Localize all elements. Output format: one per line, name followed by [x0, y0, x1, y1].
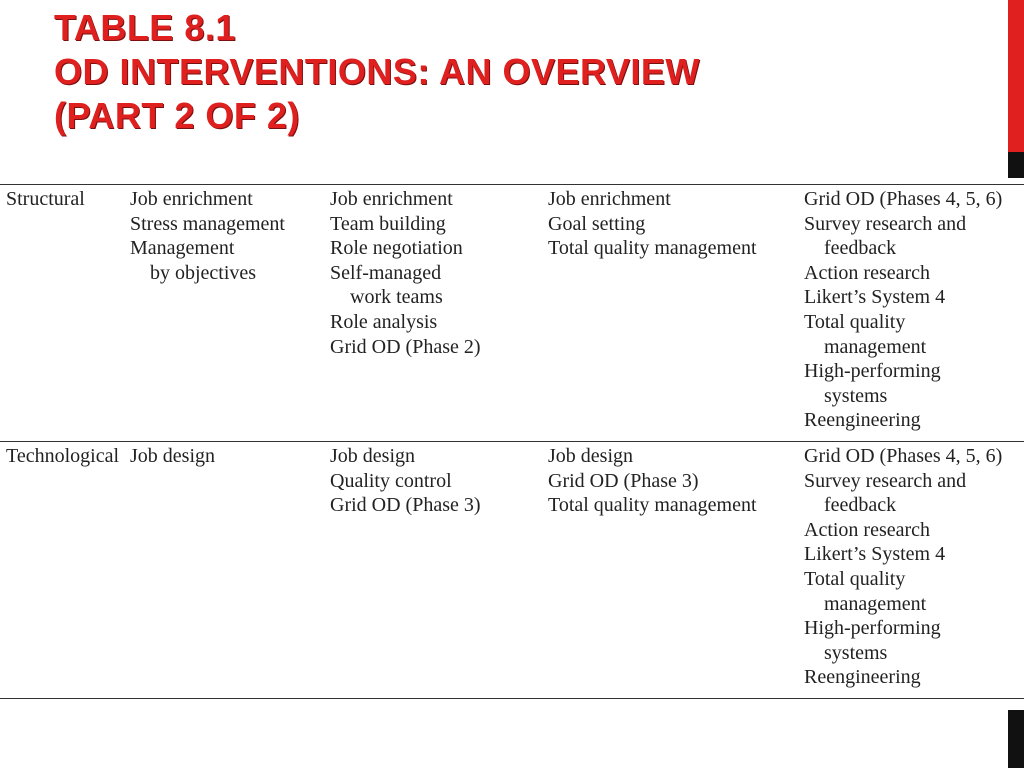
item-text-continued: feedback	[824, 494, 897, 517]
item-text-continued: management	[824, 592, 927, 615]
item-text: Grid OD (Phase 2)	[330, 335, 481, 358]
item-text: Job enrichment	[548, 188, 671, 210]
title-line-1: TABLE 8.1	[54, 7, 236, 48]
accent-bar-red	[1008, 0, 1024, 152]
item-text: Total quality	[804, 567, 906, 590]
item-text: Total quality management	[548, 494, 757, 517]
item-text: Survey research and	[804, 469, 967, 492]
list-item	[330, 335, 548, 360]
item-text: Action research	[804, 518, 931, 541]
list-item	[804, 285, 1024, 310]
item-text: Goal setting	[548, 212, 646, 235]
title-line-3: (PART 2 OF 2)	[54, 95, 300, 136]
row-label: Structural	[6, 188, 85, 210]
item-text: Survey research and	[804, 212, 967, 235]
list-item	[804, 469, 1024, 518]
list-item	[548, 444, 804, 469]
list-item	[330, 212, 548, 237]
item-text: Job enrichment	[130, 188, 253, 210]
table-cell	[548, 185, 804, 442]
list-item	[330, 236, 548, 261]
item-text: Grid OD (Phase 3)	[548, 469, 699, 492]
item-text: Role negotiation	[330, 237, 463, 260]
list-item	[804, 212, 1024, 261]
item-text: Job design	[330, 444, 415, 467]
list-item	[804, 187, 1024, 212]
item-text-continued: systems	[824, 641, 888, 664]
item-text: Self-managed	[330, 261, 442, 284]
table-cell	[804, 185, 1024, 442]
item-text-continued: feedback	[824, 237, 897, 260]
item-text: Grid OD (Phase 3)	[330, 494, 481, 517]
list-item	[548, 493, 804, 518]
item-text: Job design	[548, 444, 633, 467]
od-interventions-table	[0, 184, 1024, 699]
list-item	[804, 518, 1024, 543]
list-item	[804, 310, 1024, 359]
list-item	[804, 359, 1024, 408]
list-item	[130, 444, 330, 469]
title-line-2: OD INTERVENTIONS: AN OVERVIEW	[54, 51, 700, 92]
list-item	[804, 616, 1024, 665]
item-text-continued: management	[824, 335, 927, 358]
item-text: Job design	[130, 444, 215, 467]
list-item	[330, 261, 548, 310]
item-text: Grid OD (Phases 4, 5, 6)	[804, 188, 1003, 210]
item-text-continued: systems	[824, 384, 888, 407]
item-text: Reengineering	[804, 409, 921, 432]
list-item	[548, 212, 804, 237]
list-item	[548, 236, 804, 261]
list-item	[130, 236, 330, 285]
table-cell	[548, 441, 804, 698]
table-row	[0, 185, 1024, 442]
item-text: Quality control	[330, 469, 452, 492]
item-text-continued: by objectives	[150, 261, 257, 284]
table-row	[0, 441, 1024, 698]
list-item	[804, 542, 1024, 567]
item-text-continued: work teams	[350, 286, 443, 309]
list-item	[330, 444, 548, 469]
list-item	[548, 469, 804, 494]
row-label: Technological	[6, 444, 119, 467]
table-cell	[130, 185, 330, 442]
accent-bar-black	[1008, 152, 1024, 178]
item-text: Action research	[804, 261, 931, 284]
table-cell	[804, 441, 1024, 698]
list-item	[330, 469, 548, 494]
table-cell	[330, 441, 548, 698]
list-item	[804, 408, 1024, 433]
item-text: Role analysis	[330, 310, 438, 333]
accent-bar-bottom	[1008, 710, 1024, 768]
item-text: Management	[130, 237, 235, 260]
item-text: Grid OD (Phases 4, 5, 6)	[804, 444, 1003, 467]
item-text: High-performing	[804, 617, 941, 640]
list-item	[130, 187, 330, 212]
item-text: High-performing	[804, 360, 941, 383]
table-cell	[330, 185, 548, 442]
list-item	[804, 444, 1024, 469]
item-text: Likert’s System 4	[804, 286, 946, 309]
item-text: Reengineering	[804, 666, 921, 689]
slide-title	[54, 6, 700, 138]
item-text: Stress management	[130, 212, 285, 235]
table-cell	[130, 441, 330, 698]
list-item	[804, 567, 1024, 616]
item-text: Total quality management	[548, 237, 757, 260]
list-item	[330, 187, 548, 212]
item-text: Team building	[330, 212, 446, 235]
table-body	[0, 185, 1024, 699]
list-item	[130, 212, 330, 237]
item-text: Likert’s System 4	[804, 543, 946, 566]
item-text: Total quality	[804, 310, 906, 333]
list-item	[548, 187, 804, 212]
list-item	[330, 310, 548, 335]
list-item	[804, 665, 1024, 690]
list-item	[804, 261, 1024, 286]
list-item	[330, 493, 548, 518]
item-text: Job enrichment	[330, 188, 453, 210]
